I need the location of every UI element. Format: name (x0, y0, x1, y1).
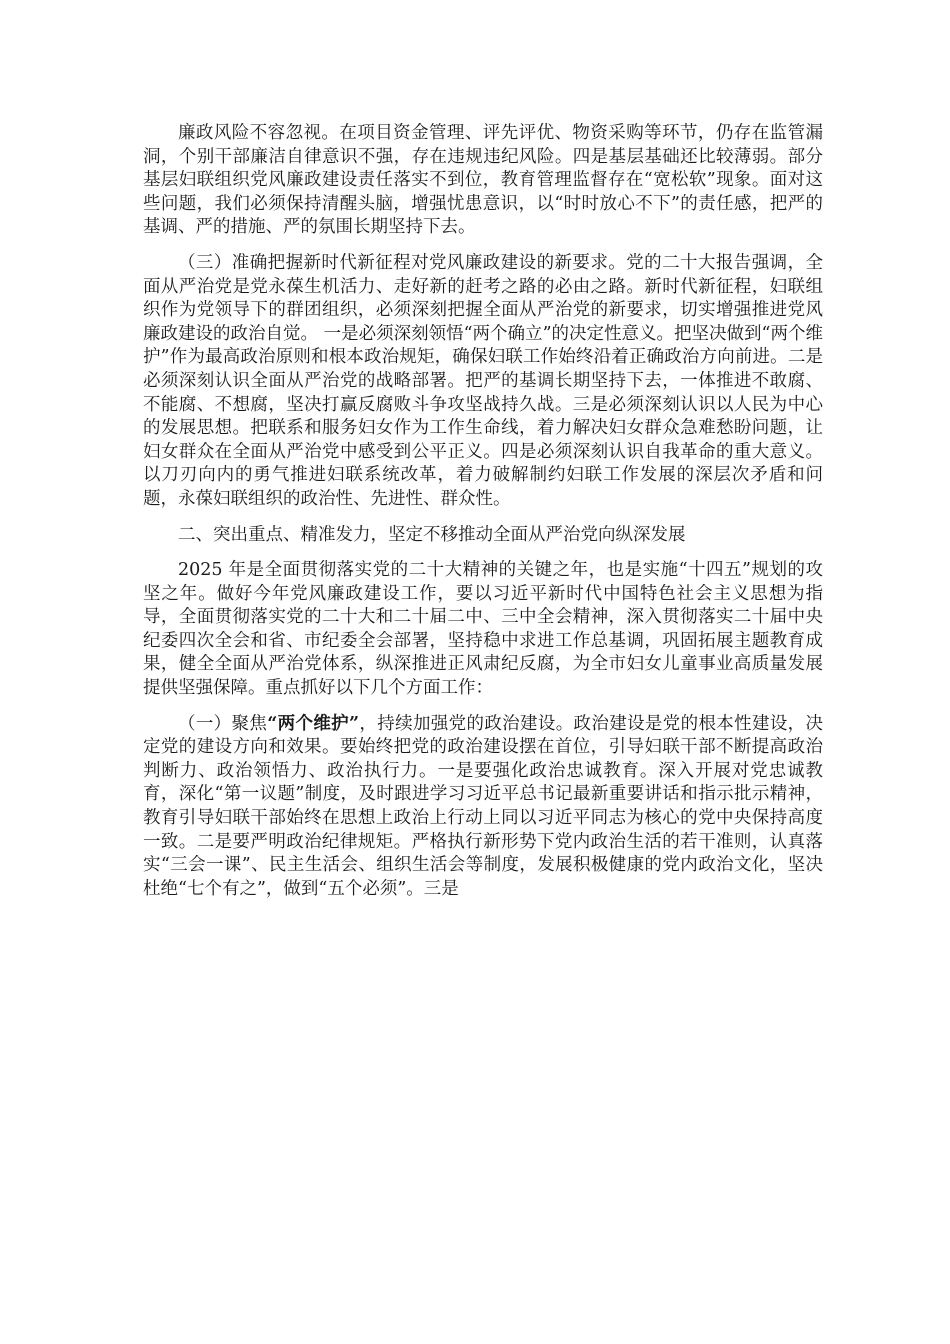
paragraph-section-three (143, 252, 823, 512)
document-page (143, 122, 823, 913)
paragraph-integrity-risks (143, 122, 823, 240)
paragraph-text: 2025 年是全面贯彻落实党的二十大精神的关键之年，也是实施“十四五”规划的攻坚之年。做好今年党风廉政建设工作，要以习近平新时代中国特色社会主义思想为指导，全面贯彻落实党的二十大和二十届二中、三中全会精神，深入贯彻落实二十届中央纪委四次全会和省、市纪委全会部署，坚持稳中求进工作总基调，巩固拓展主题教育成果，健全全面从严治党体系，纵深推进正风肃纪反腐，为全市妇女儿童事业高质量发展提供坚强保障。重点抓好以下几个方面工作： (143, 560, 823, 699)
paragraph-text: 党的二十大报告强调，全面从严治党是党永葆生机活力、走好新的赶考之路的必由之路。新时代新征程，妇联组织作为党领导下的群团组织，必须深刻把握全面从严治党的新要求，切实增强推进党风廉政建设的政治自觉。 一是必须深刻领悟“两个确立”的决定性意义。把坚决做到“两个维护”作为最高政治原则和根本政治规矩，确保妇联工作始终沿着正确政治方向前进。二是必须深刻认识全面从严治党的战略部署。把严的基调长期坚持下去，一体推进不敢腐、不能腐、不想腐，坚决打赢反腐败斗争攻坚战持久战。三是必须深刻认识以人民为中心的发展思想。把联系和服务妇女作为工作生命线，着力解决妇女群众急难愁盼问题，让妇女群众在全面从严治党中感受到公平正义。四是必须深刻认识自我革命的重大意义。以刀刃向内的勇气推进妇联系统改革，着力破解制约妇联工作发展的深层次矛盾和问题，永葆妇联组织的政治性、先进性、群众性。 (143, 252, 824, 509)
paragraph-2025-overview (143, 559, 823, 701)
paragraph-lead-bold: “两个维护” (267, 713, 360, 734)
paragraph-lead: （一）聚焦 (178, 713, 268, 734)
paragraph-text: ，持续加强党的政治建设。政治建设是党的根本性建设，决定党的建设方向和效果。要始终把党的政治建设摆在首位，引导妇联干部不断提高政治判断力、政治领悟力、政治执行力。一是要强化政治忠诚教育。深入开展对党忠诚教育，深化“第一议题”制度，及时跟进学习习近平总书记最新重要讲话和指示批示精神，教育引导妇联干部始终在思想上政治上行动上同以习近平同志为核心的党中央保持高度一致。二是要严明政治纪律规矩。严格执行新形势下党内政治生活的若干准则，认真落实“三会一课”、民主生活会、组织生活会等制度，发展积极健康的党内政治文化，坚决杜绝“七个有之”，做到“五个必须”。三是 (143, 713, 824, 899)
paragraph-lead: （三）准确把握新时代新征程对党风廉政建设的新要求。 (178, 252, 627, 273)
paragraph-text: 廉政风险不容忽视。在项目资金管理、评先评优、物资采购等环节，仍存在监管漏洞，个别干部廉洁自律意识不强，存在违规违纪风险。四是基层基础还比较薄弱。部分基层妇联组织党风廉政建设责任落实不到位，教育管理监督存在“宽松软”现象。面对这些问题，我们必须保持清醒头脑，增强忧患意识，以“时时放心不下”的责任感，把严的基调、严的措施、严的氛围长期坚持下去。 (143, 123, 823, 238)
paragraph-political-building (143, 713, 823, 902)
heading-text: 二、突出重点、精准发力，坚定不移推动全面从严治党向纵深发展 (178, 524, 686, 545)
section-heading-two (143, 524, 823, 548)
